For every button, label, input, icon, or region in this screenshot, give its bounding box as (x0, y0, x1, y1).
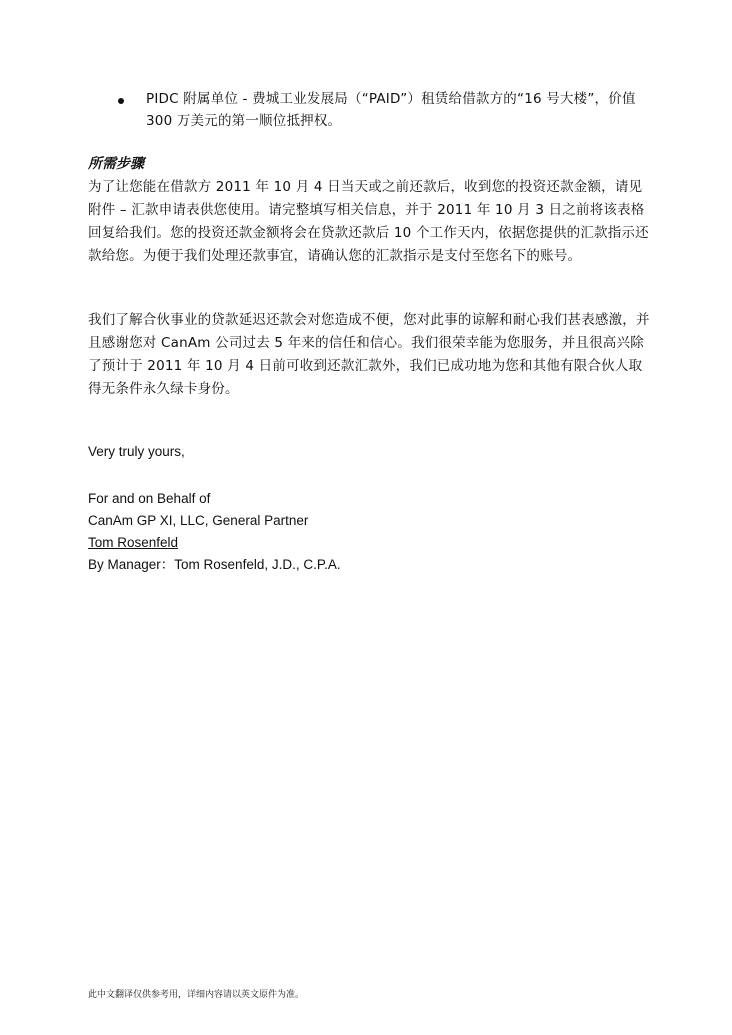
section-title: 所需步骤 (88, 156, 144, 172)
paragraph-appreciation: 我们了解合伙事业的贷款延迟还款会对您造成不便，您对此事的谅解和耐心我们甚表感激，并且感谢您对 CanAm 公司过去 5 年来的信任和信心。我们很荣幸能为您服务，并且很高兴除了预计于 2011 年 10 月 4 日前可收到还款汇款外，我们已成功地为您和其他有限合伙人取得无条件永久绿卡身份。 (88, 312, 650, 397)
bullet-text: PIDC 附属单位 - 费城工业发展局（“PAID”）租赁给借款方的“16 号大楼”，价值 300 万美元的第一顺位抵押权。 (146, 91, 636, 129)
manager-line: By Manager：Tom Rosenfeld, J.D., C.P.A. (88, 557, 341, 572)
paragraph-required-steps: 为了让您能在借款方 2011 年 10 月 4 日当天或之前还款后，收到您的投资还款金额，请见附件 – 汇款申请表供您使用。请完整填写相关信息，并于 2011 年 10 月 3 日之前将该表格回复给我们。您的投资还款金额将会在贷款还款后 10 个工作天内，依据您提供的汇款指示还款给您。为便于我们处理还款事宜，请确认您的汇款指示是支付至您名下的账号。 (88, 179, 649, 264)
bullet-dot-icon (118, 98, 124, 104)
closing-salutation: Very truly yours, (88, 444, 185, 459)
bullet-list-item (118, 88, 648, 132)
on-behalf-line: For and on Behalf of (88, 491, 211, 506)
signer-name: Tom Rosenfeld (88, 535, 179, 550)
company-line: CanAm GP XI, LLC, General Partner (88, 513, 309, 528)
signature-block (88, 488, 341, 576)
footer-disclaimer: 此中文翻译仅供参考用，详细内容请以英文原件为准。 (88, 990, 305, 1000)
